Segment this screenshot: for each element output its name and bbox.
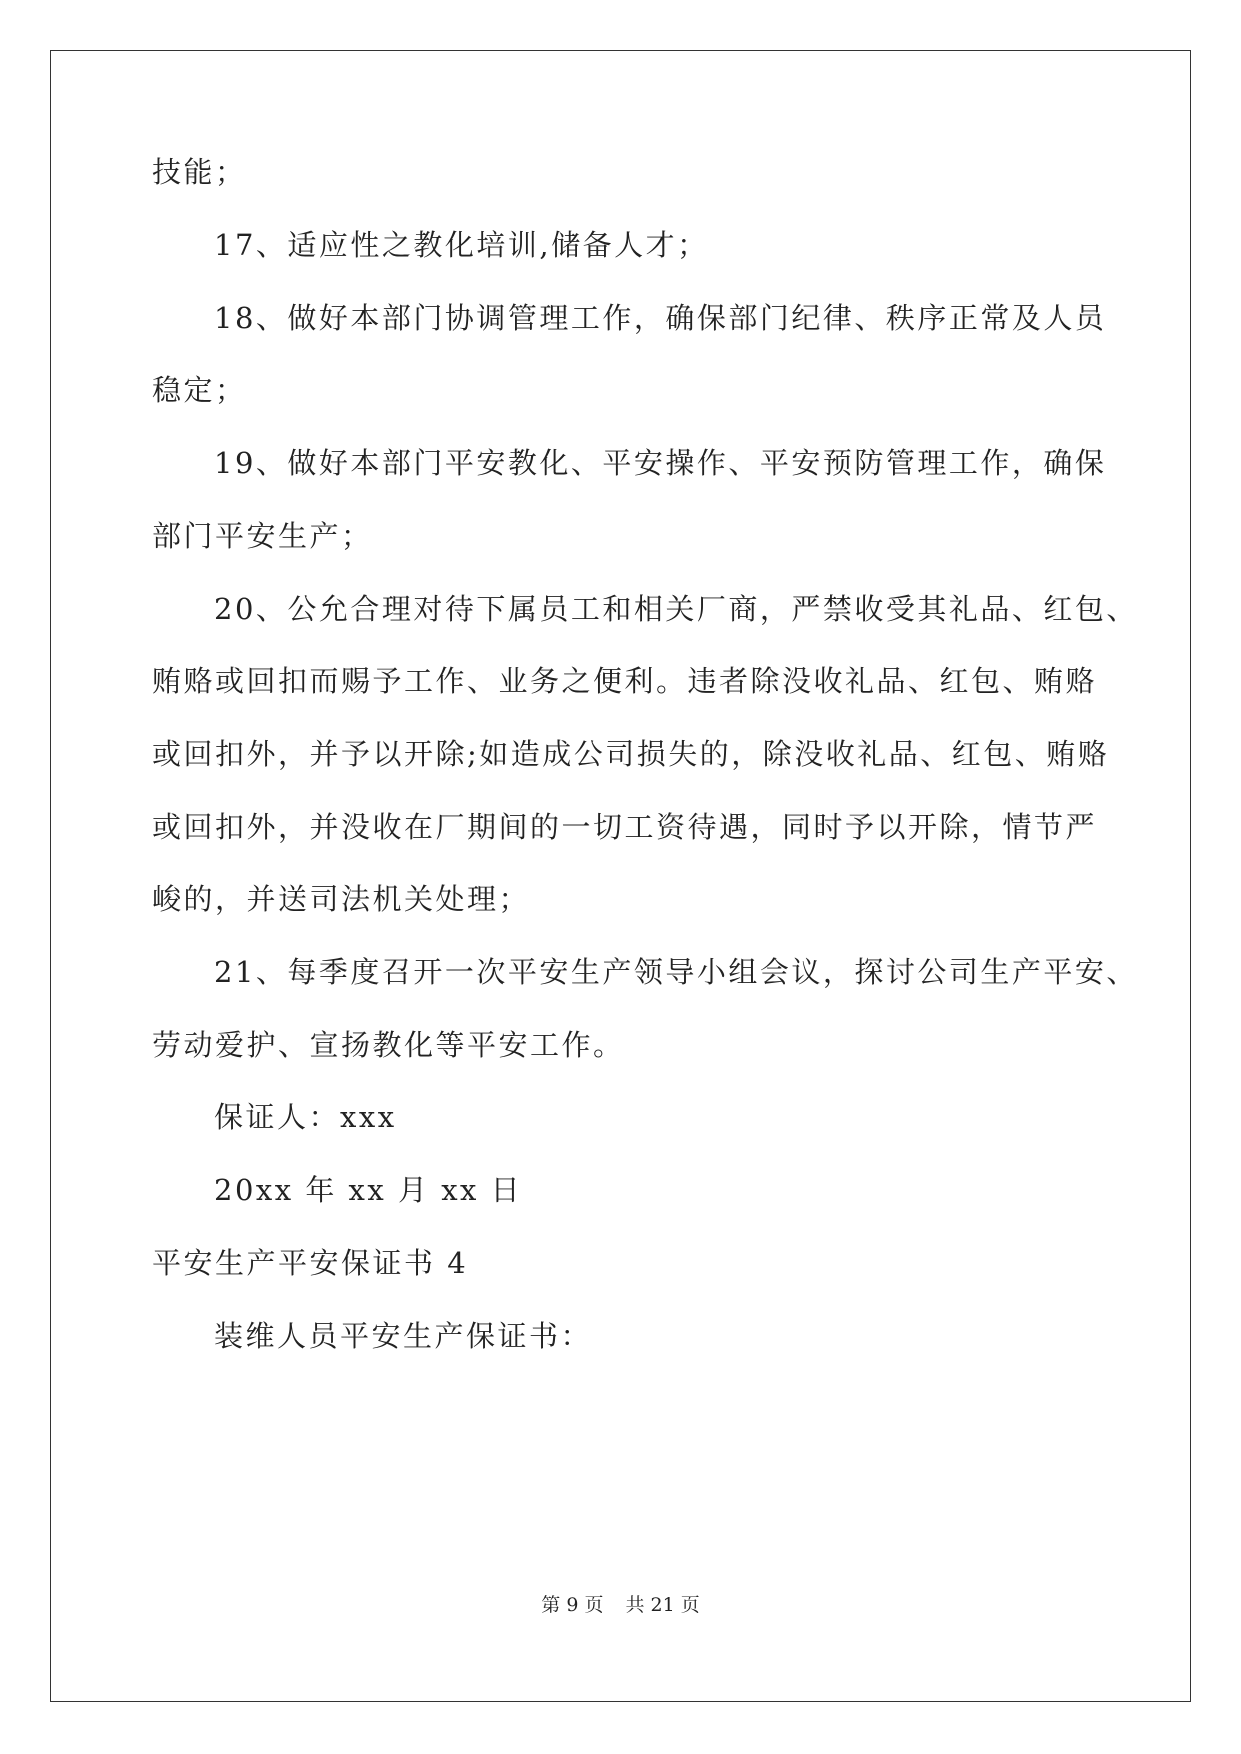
signer-line: 保证人：xxx <box>214 1100 397 1134</box>
text-line-3: 18、做好本部门协调管理工作，确保部门纪律、秩序正常及人员 <box>214 301 1107 335</box>
text-line-6: 部门平安生产； <box>152 519 373 553</box>
text-line-8: 贿赂或回扣而赐予工作、业务之便利。违者除没收礼品、红包、贿赂 <box>152 664 1098 698</box>
section-heading: 平安生产平安保证书 4 <box>152 1246 469 1280</box>
date-line: 20xx 年 xx 月 xx 日 <box>214 1173 523 1207</box>
page-total: 共 21 页 <box>625 1594 700 1616</box>
text-line-5: 19、做好本部门平安教化、平安操作、平安预防管理工作，确保 <box>214 446 1107 480</box>
text-line-4: 稳定； <box>152 373 247 407</box>
text-line-9: 或回扣外，并予以开除;如造成公司损失的，除没收礼品、红包、贿赂 <box>152 737 1110 771</box>
page-number: 第 9 页 <box>541 1594 604 1616</box>
text-line-10: 或回扣外，并没收在厂期间的一切工资待遇，同时予以开除，情节严 <box>152 810 1098 844</box>
text-line-1: 技能； <box>152 155 247 189</box>
text-line-17: 装维人员平安生产保证书： <box>214 1319 593 1353</box>
text-line-13: 劳动爱护、宣扬教化等平安工作。 <box>152 1028 625 1062</box>
text-line-11: 峻的，并送司法机关处理； <box>152 882 531 916</box>
text-line-12: 21、每季度召开一次平安生产领导小组会议，探讨公司生产平安、 <box>214 955 1138 989</box>
text-line-7: 20、公允合理对待下属员工和相关厂商，严禁收受其礼品、红包、 <box>214 592 1138 626</box>
page-footer <box>0 1592 1241 1618</box>
text-line-2: 17、适应性之教化培训,储备人才； <box>214 228 709 262</box>
